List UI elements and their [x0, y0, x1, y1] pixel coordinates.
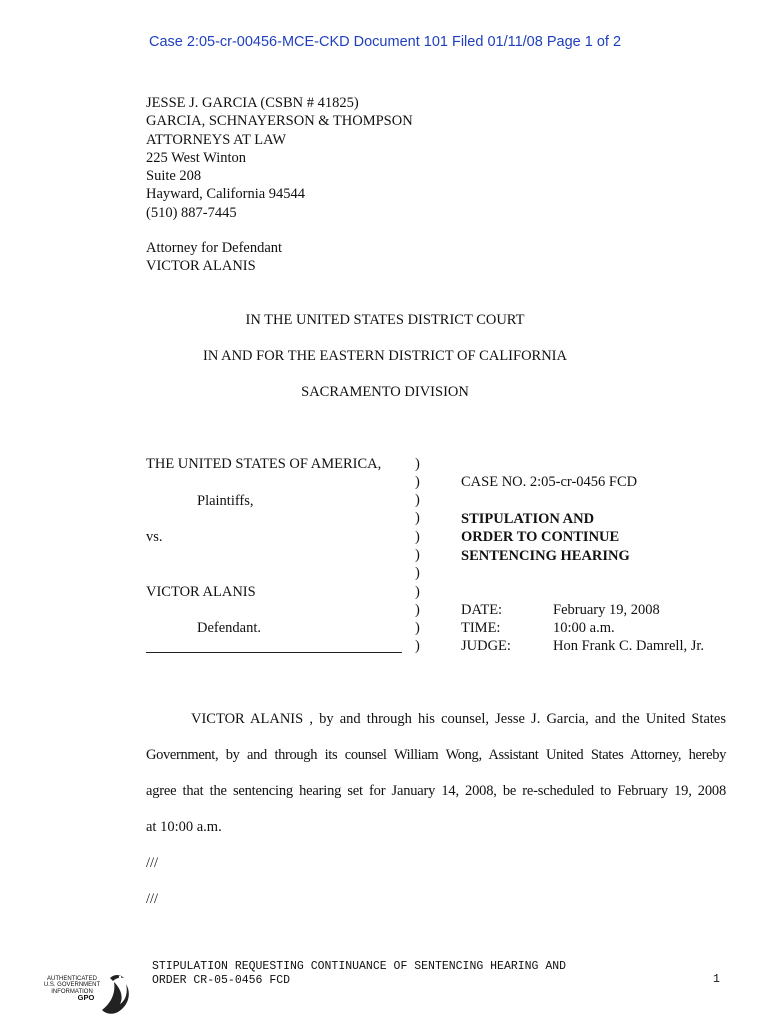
caption-paren: ) — [415, 584, 420, 600]
caption-paren: ) — [415, 510, 420, 526]
caption-paren: ) — [415, 638, 420, 654]
defendant-name: VICTOR ALANIS — [146, 584, 256, 600]
footer-caption — [152, 960, 566, 988]
caption-paren: ) — [415, 602, 420, 618]
body-paragraph-line: at 10:00 a.m. — [146, 819, 222, 835]
date-label: DATE: — [461, 602, 503, 618]
caption-paren: ) — [415, 565, 420, 581]
continuation-mark: /// — [146, 855, 159, 871]
seal-line: U.S. GOVERNMENT — [43, 982, 101, 989]
judge-value: Hon Frank C. Damrell, Jr. — [553, 638, 705, 654]
judge-label: JUDGE: — [461, 638, 511, 654]
firm-name: GARCIA, SCHNAYERSON & THOMPSON — [146, 113, 413, 130]
client-name: VICTOR ALANIS — [146, 258, 256, 275]
time-label: TIME: — [461, 620, 501, 636]
firm-designation: ATTORNEYS AT LAW — [146, 131, 287, 148]
versus: vs. — [146, 529, 163, 545]
seal-line: INFORMATION — [51, 988, 93, 995]
body-paragraph-line: VICTOR ALANIS , by and through his counsel, Jesse J. Garcia, and the United States — [191, 711, 726, 727]
time-value: 10:00 a.m. — [553, 620, 615, 636]
court-division: SACRAMENTO DIVISION — [301, 384, 469, 400]
court-district: IN AND FOR THE EASTERN DISTRICT OF CALIFORNIA — [202, 348, 567, 364]
document-title-line: ORDER TO CONTINUE — [461, 529, 620, 546]
suite: Suite 208 — [146, 168, 202, 185]
caption-paren: ) — [415, 474, 420, 490]
footer-line: STIPULATION REQUESTING CONTINUANCE OF SENTENCING HEARING AND — [152, 960, 567, 973]
street-address: 225 West Winton — [146, 149, 247, 166]
seal-line: AUTHENTICATED — [47, 976, 97, 982]
filing-header: Case 2:05-cr-00456-MCE-CKD Document 101 Filed 01/11/08 Page 1 of 2 — [148, 34, 622, 50]
plaintiff-role: Plaintiffs, — [197, 493, 254, 509]
defendant-role: Defendant. — [197, 620, 262, 636]
document-title-line: STIPULATION AND — [461, 511, 595, 527]
attorney-name: JESSE J. GARCIA (CSBN # 41825) — [146, 95, 359, 111]
case-number: CASE NO. 2:05-cr-0456 FCD — [461, 474, 638, 490]
caption-underline — [146, 652, 402, 653]
representation-block — [146, 239, 282, 276]
seal-line: GPO — [77, 993, 95, 1003]
attorney-for: Attorney for Defendant — [146, 240, 283, 256]
document-title — [461, 510, 630, 565]
continuation-mark: /// — [146, 891, 159, 907]
gpo-seal — [40, 970, 135, 1018]
page-number: 1 — [713, 973, 720, 986]
body-paragraph-line: agree that the sentencing hearing set for January 14, 2008, be re-scheduled to February 19, 2008 — [146, 783, 726, 799]
caption-paren: ) — [415, 547, 420, 563]
document-title-line: SENTENCING HEARING — [461, 547, 630, 564]
court-name: IN THE UNITED STATES DISTRICT COURT — [245, 312, 525, 328]
caption-paren: ) — [415, 529, 420, 545]
caption-paren: ) — [415, 492, 420, 508]
caption-paren: ) — [415, 456, 420, 472]
attorney-block — [146, 94, 413, 222]
date-value: February 19, 2008 — [553, 602, 660, 618]
footer-line: ORDER CR-05-0456 FCD — [152, 974, 291, 987]
body-paragraph-line: Government, by and through its counsel William Wong, Assistant United States Attorney, hereby — [146, 747, 726, 763]
phone: (510) 887-7445 — [146, 204, 237, 221]
city-state-zip: Hayward, California 94544 — [146, 186, 306, 203]
seal-text — [42, 976, 102, 1002]
caption-paren: ) — [415, 620, 420, 636]
plaintiff-name: THE UNITED STATES OF AMERICA, — [146, 456, 382, 472]
